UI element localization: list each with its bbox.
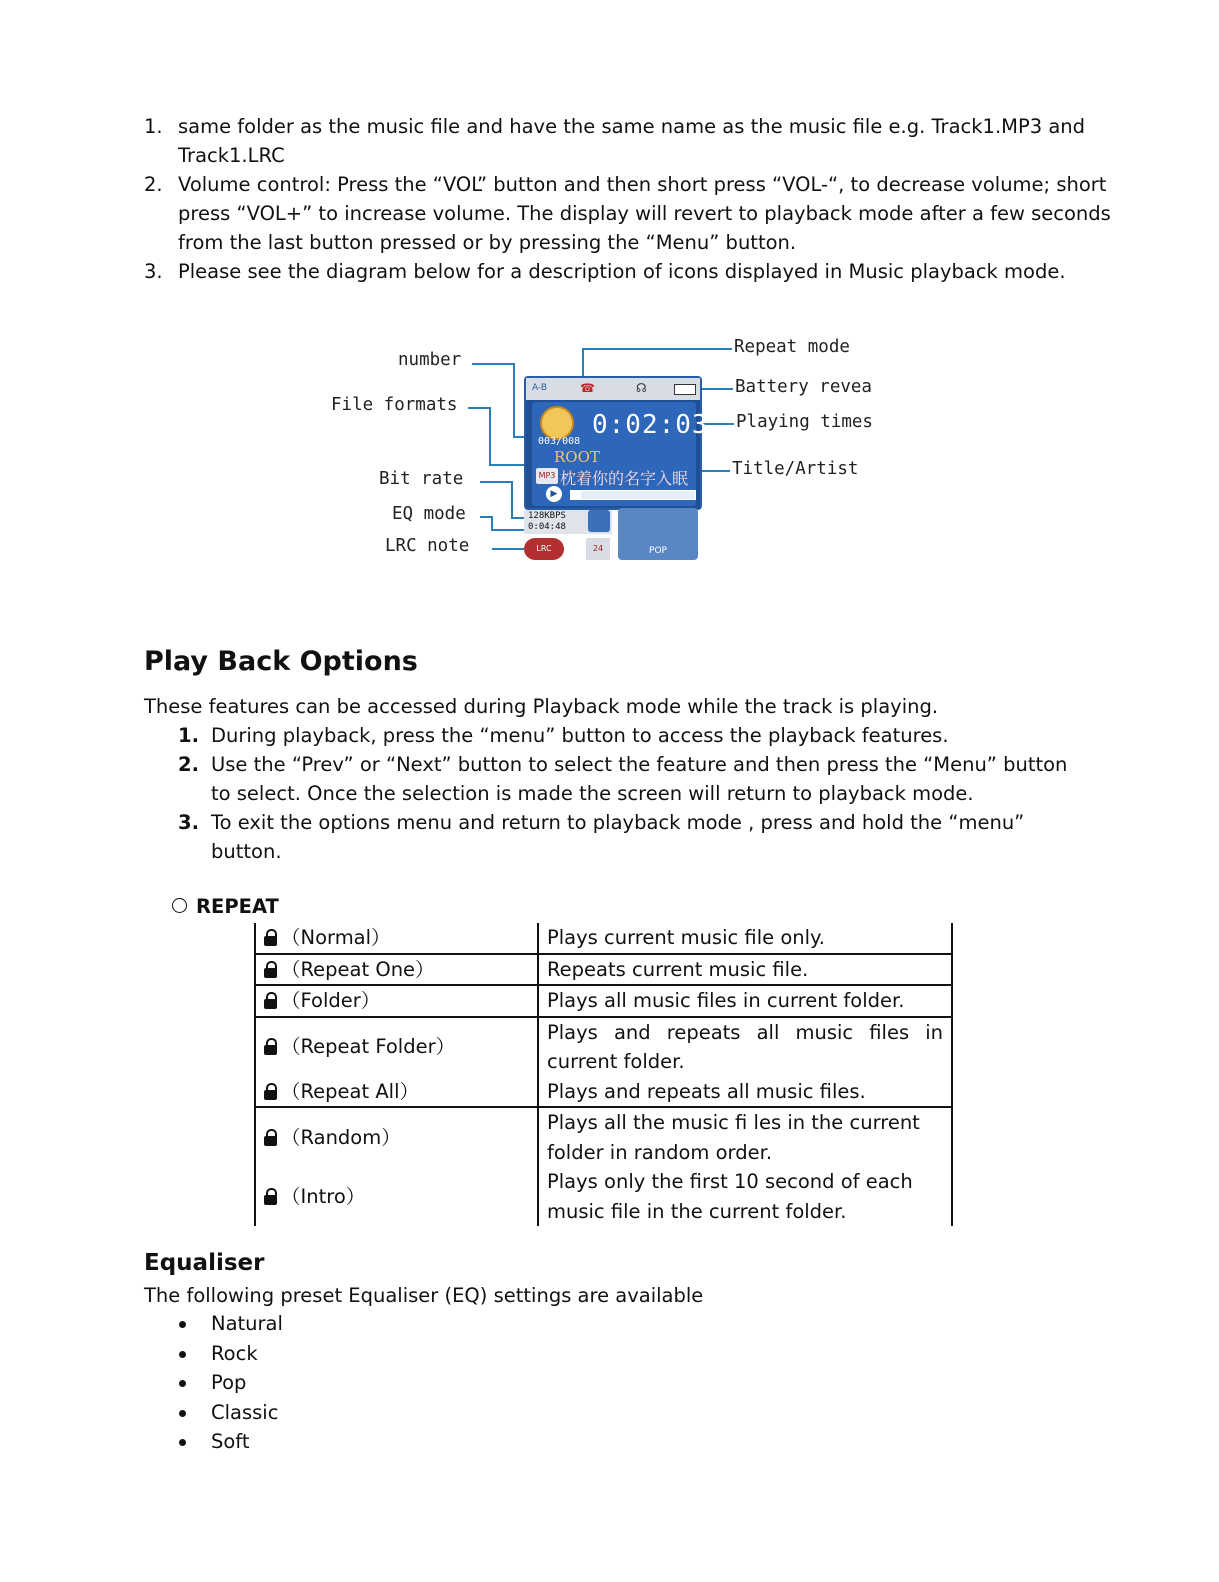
repeat-folder-icon [264, 992, 277, 1009]
list-number: 3. [144, 260, 163, 283]
connector-line [582, 348, 584, 378]
desc-cell: Repeats current music file. [538, 954, 952, 986]
mode-cell [255, 1077, 538, 1108]
repeat-all-icon [264, 1083, 277, 1100]
equaliser-list [178, 1309, 283, 1457]
repeat-heading [172, 895, 279, 918]
repeat-modes-table [254, 923, 953, 1226]
step-text: To exit the options menu and return to playback mode , press and hold the “menu” button. [211, 811, 1025, 863]
player-screen [524, 376, 709, 510]
list-item: Soft [178, 1427, 283, 1457]
mode-label: （Repeat One） [281, 957, 435, 981]
lrc-icon: LRC [524, 538, 564, 560]
playback-screen-diagram [320, 330, 920, 575]
step-text: During playback, press the “menu” button to access the playback features. [211, 724, 949, 747]
label-playing-times: Playing times [736, 412, 873, 432]
connector-line [468, 407, 490, 409]
mode-label: （Repeat Folder） [281, 1035, 456, 1059]
mode-cell [255, 923, 538, 954]
player-bottom-row [524, 510, 698, 566]
repeat-mode-icon: ☎ [580, 381, 595, 395]
step-number: 2. [178, 753, 199, 776]
connector-line [491, 529, 525, 531]
file-format-badge: MP3 [536, 468, 558, 484]
list-text: same folder as the music file and have the same name as the music file e.g. Track1.MP3 and Track1.LRC [178, 115, 1086, 167]
playback-heading: Play Back Options [144, 646, 418, 677]
mode-label: （Folder） [281, 989, 381, 1012]
main-panel [532, 402, 709, 506]
desc-cell: Plays and repeats all music files. [538, 1077, 952, 1108]
connector-line [511, 481, 513, 517]
list-text: Please see the diagram below for a description of icons displayed in Music playback mode. [178, 260, 1066, 283]
connector-line [480, 481, 512, 483]
repeat-one-icon [264, 961, 277, 978]
mode-cell [255, 954, 538, 986]
list-item [178, 721, 1088, 750]
table-row [255, 1077, 952, 1108]
volume-indicator: 24 [586, 538, 610, 560]
ab-indicator: A-B [532, 383, 548, 393]
mode-label: （Random） [281, 1125, 401, 1149]
mode-label: （Repeat All） [281, 1079, 420, 1103]
song-title: 枕着你的名字入眠 [560, 469, 689, 488]
play-icon: ▶ [546, 486, 562, 502]
label-number: number [398, 350, 462, 370]
playback-steps [178, 721, 1088, 866]
playing-time: 0:02:03 [592, 410, 709, 440]
list-item: Classic [178, 1398, 283, 1428]
step-number: 3. [178, 811, 199, 834]
table-row [255, 923, 952, 954]
random-icon [264, 1129, 277, 1146]
connector-line [492, 548, 524, 550]
mode-cell [255, 1017, 538, 1077]
equaliser-intro: The following preset Equaliser (EQ) settings are available [144, 1284, 704, 1307]
battery-icon [674, 384, 696, 395]
list-number: 2. [144, 173, 163, 196]
table-row [255, 1017, 952, 1077]
label-bit-rate: Bit rate [379, 469, 464, 489]
list-item [144, 112, 1114, 170]
list-item: Rock [178, 1339, 283, 1369]
label-eq-mode: EQ mode [392, 504, 466, 524]
connector-line [582, 348, 732, 350]
repeat-folder-loop-icon [264, 1038, 277, 1055]
eq-label: POP [649, 546, 667, 556]
eq-display [618, 508, 698, 560]
table-row [255, 954, 952, 986]
list-item [178, 808, 1088, 866]
mode-label: （Normal） [281, 926, 391, 949]
label-battery: Battery revea [735, 377, 872, 397]
folder-name: ROOT [554, 448, 600, 466]
label-title-artist: Title/Artist [732, 459, 859, 479]
intro-list [144, 112, 1114, 286]
mode-cell [255, 985, 538, 1017]
desc-cell: Plays and repeats all music files in current folder. [538, 1017, 952, 1077]
table-row [255, 1167, 952, 1226]
list-item: Pop [178, 1368, 283, 1398]
repeat-heading-text: REPEAT [196, 895, 279, 918]
connector-line [700, 470, 730, 472]
list-text: Volume control: Press the “VOL” button and then short press “VOL-“, to decrease volume; short press “VOL+” to increase volume. The display will revert to playback mode after a few seconds from the last button pressed or by pressing the “Menu” button. [178, 173, 1111, 254]
list-item [144, 257, 1114, 286]
equaliser-heading: Equaliser [144, 1250, 265, 1276]
step-text: Use the “Prev” or “Next” button to select the feature and then press the “Menu” button to select. Once the selection is made the screen will return to playback mode. [211, 753, 1068, 805]
bitrate-value: 128KBPS [528, 511, 566, 521]
connector-line [489, 407, 491, 464]
desc-cell: Plays all music files in current folder. [538, 985, 952, 1017]
table-row [255, 1107, 952, 1167]
list-number: 1. [144, 115, 163, 138]
desc-cell: Plays only the first 10 second of each music file in the current folder. [538, 1167, 952, 1226]
eq-mode-icon [588, 510, 610, 532]
progress-fill [571, 491, 581, 499]
progress-bar [570, 490, 696, 500]
label-lrc-note: LRC note [385, 536, 470, 556]
list-item: Natural [178, 1309, 283, 1339]
connector-line [511, 517, 525, 519]
table-row [255, 985, 952, 1017]
step-number: 1. [178, 724, 199, 747]
mode-cell [255, 1107, 538, 1167]
intro-icon [264, 1188, 277, 1205]
list-item [178, 750, 1088, 808]
label-repeat-mode: Repeat mode [734, 337, 850, 357]
headphones-icon: ☊ [636, 381, 647, 395]
disc-icon [540, 406, 574, 440]
track-counter: 003/008 [538, 436, 581, 447]
label-file-formats: File formats [331, 395, 458, 415]
total-time: 0:04:48 [528, 522, 566, 532]
connector-line [489, 464, 525, 466]
mode-cell [255, 1167, 538, 1226]
connector-line [491, 516, 493, 530]
circle-bullet-icon [172, 898, 187, 913]
desc-cell: Plays current music file only. [538, 923, 952, 954]
list-item [144, 170, 1114, 257]
mode-label: （Intro） [281, 1184, 366, 1208]
connector-line [472, 363, 514, 365]
connector-line [513, 363, 515, 436]
repeat-normal-icon [264, 929, 277, 946]
desc-cell: Plays all the music fi les in the current folder in random order. [538, 1107, 952, 1167]
status-bar [526, 378, 700, 400]
playback-intro: These features can be accessed during Playback mode while the track is playing. [144, 695, 939, 718]
connector-line [698, 388, 733, 390]
